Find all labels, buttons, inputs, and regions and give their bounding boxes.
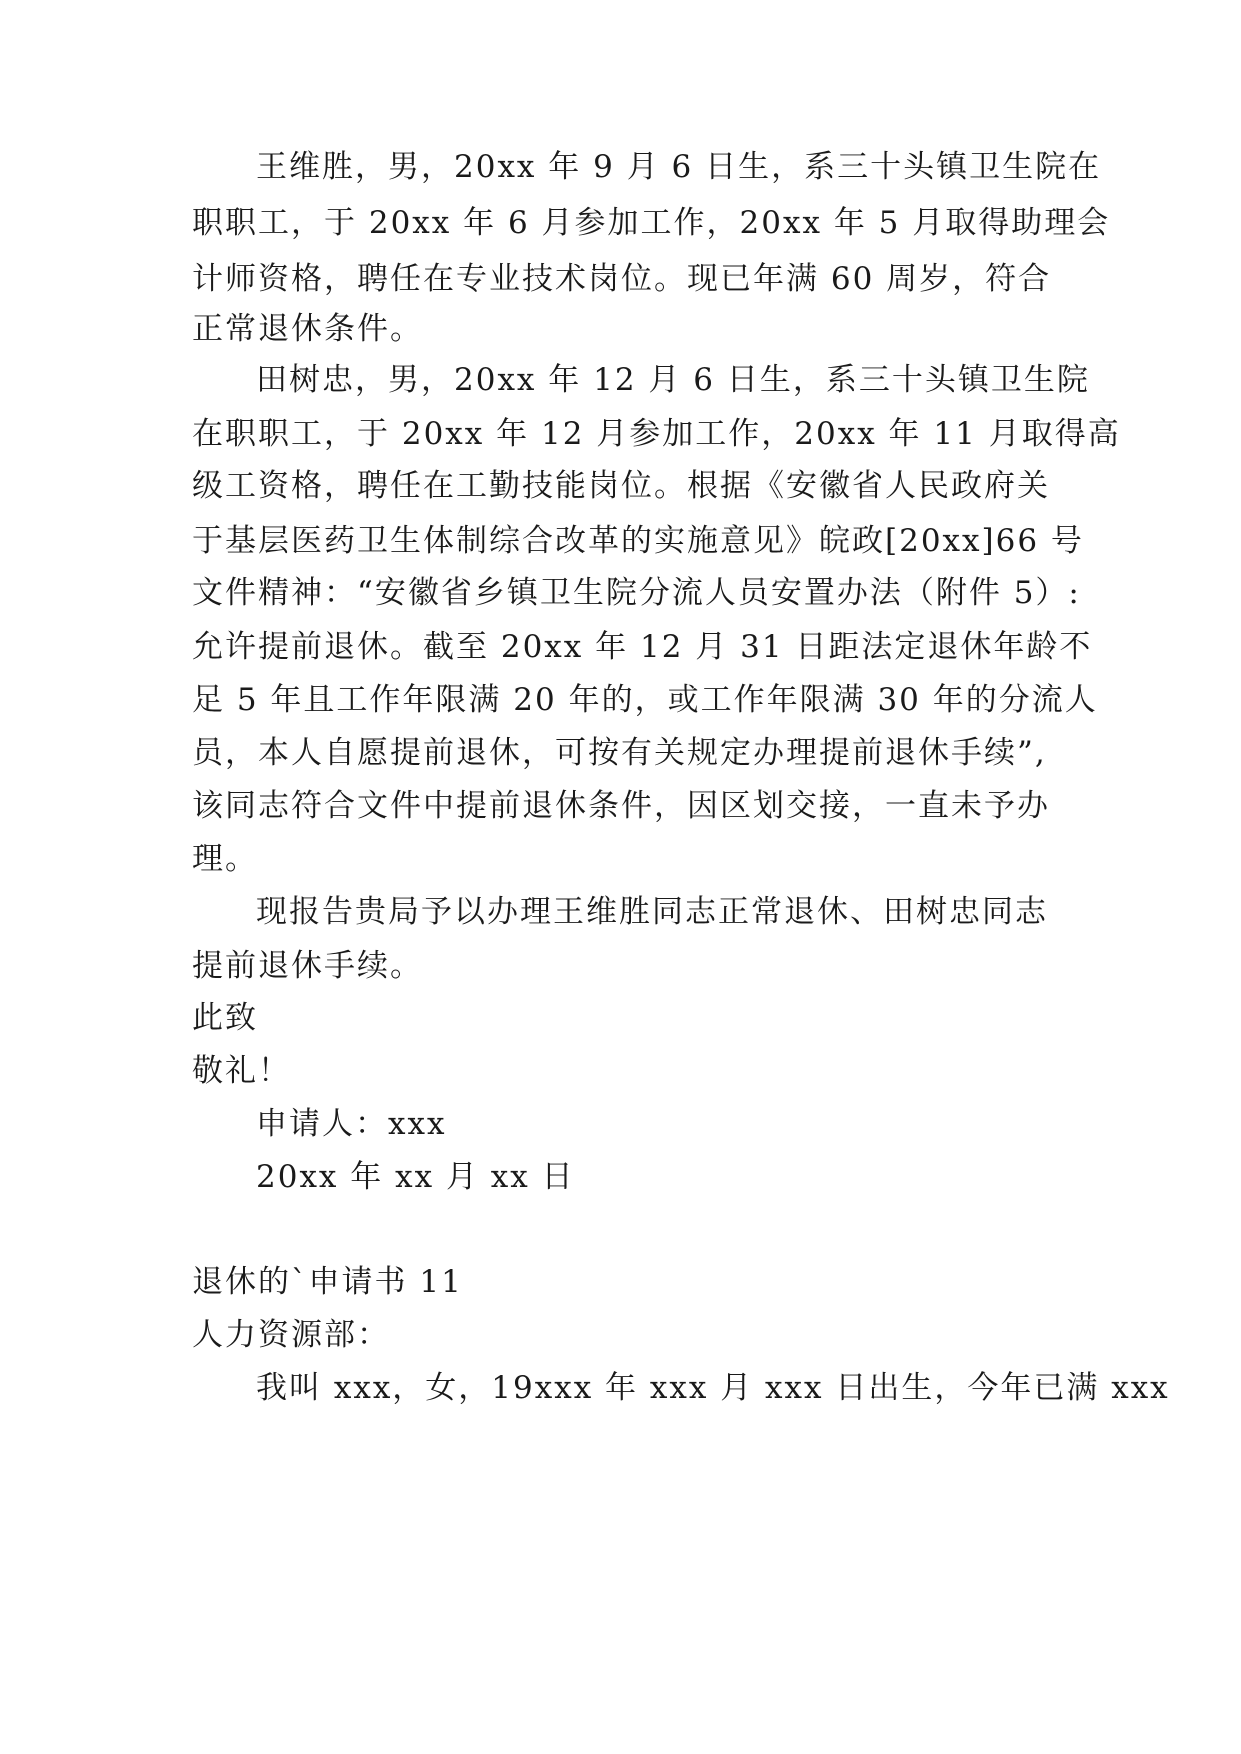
paragraph-line: 王维胜，男，20xx 年 9 月 6 日生，系三十头镇卫生院在: [256, 149, 1102, 185]
closing-line: 敬礼！: [192, 1053, 291, 1089]
paragraph-line: 我叫 xxx，女，19xxx 年 xxx 月 xxx 日出生，今年已满 xxx: [256, 1370, 1170, 1406]
paragraph-line: 现报告贵局予以办理王维胜同志正常退休、田树忠同志: [256, 894, 1048, 930]
addressee-line: 人力资源部：: [192, 1317, 390, 1353]
closing-line: 此致: [192, 1000, 258, 1036]
paragraph-line: 文件精神：“安徽省乡镇卫生院分流人员安置办法（附件 5）:: [192, 575, 1081, 611]
paragraph-line: 提前退休手续。: [192, 948, 423, 984]
paragraph-line: 员，本人自愿提前退休，可按有关规定办理提前退休手续”,: [192, 735, 1047, 771]
paragraph-line: 职职工，于 20xx 年 6 月参加工作，20xx 年 5 月取得助理会: [192, 205, 1111, 241]
paragraph-line: 理。: [192, 841, 258, 877]
paragraph-line: 田树忠，男，20xx 年 12 月 6 日生，系三十头镇卫生院: [256, 362, 1090, 398]
section-title: 退休的`申请书 11: [192, 1264, 463, 1300]
applicant-line: 申请人：xxx: [256, 1106, 447, 1142]
paragraph-line: 足 5 年且工作年限满 20 年的，或工作年限满 30 年的分流人: [192, 682, 1098, 718]
paragraph-line: 允许提前退休。截至 20xx 年 12 月 31 日距法定退休年龄不: [192, 629, 1093, 665]
paragraph-line: 计师资格，聘任在专业技术岗位。现已年满 60 周岁，符合: [192, 261, 1052, 297]
paragraph-line: 级工资格，聘任在工勤技能岗位。根据《安徽省人民政府关: [192, 468, 1050, 504]
paragraph-line: 在职职工，于 20xx 年 12 月参加工作，20xx 年 11 月取得高: [192, 416, 1121, 452]
date-line: 20xx 年 xx 月 xx 日: [256, 1159, 575, 1195]
paragraph-line: 于基层医药卫生体制综合改革的实施意见》皖政[20xx]66 号: [192, 523, 1084, 559]
paragraph-line: 正常退休条件。: [192, 311, 423, 347]
paragraph-line: 该同志符合文件中提前退休条件，因区划交接，一直未予办: [192, 788, 1050, 824]
